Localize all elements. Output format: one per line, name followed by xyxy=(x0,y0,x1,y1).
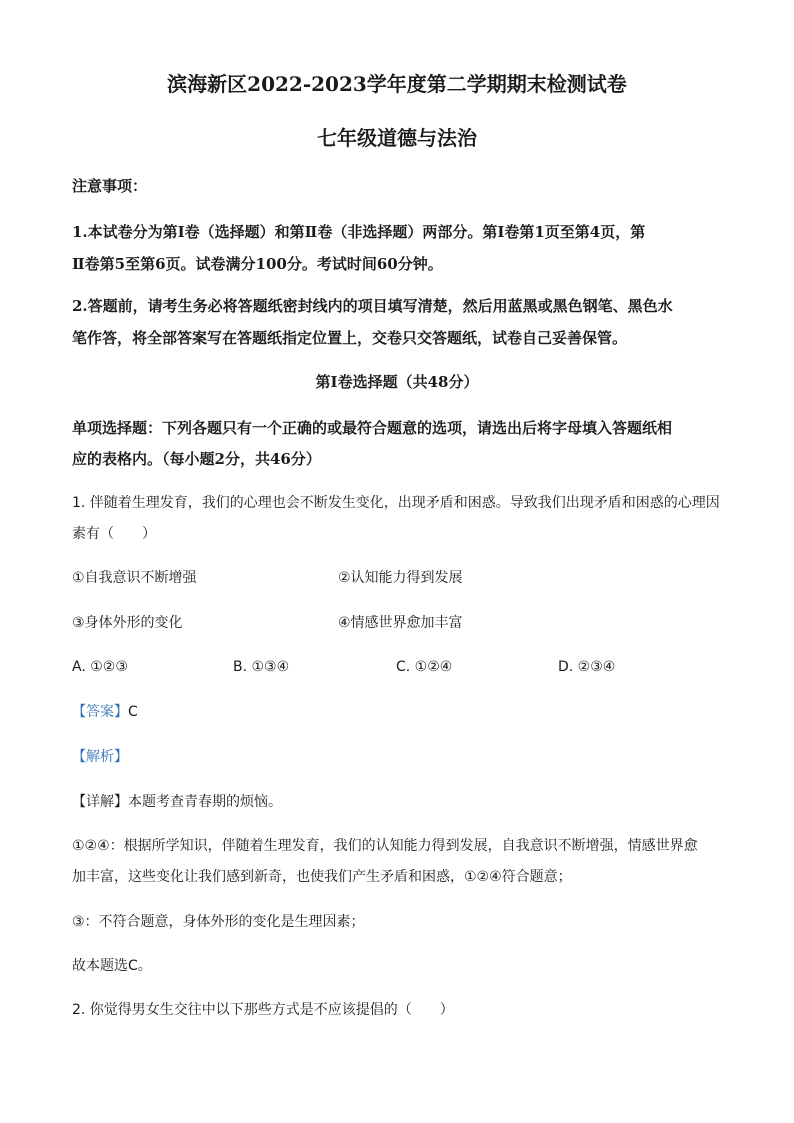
q1-detail-line-3: 加丰富，这些变化让我们感到新奇，也使我们产生矛盾和困惑，①②④符合题意； xyxy=(72,869,572,885)
notice-2-line-1: 2.答题前，请考生务必将答题纸密封线内的项目填写清楚，然后用蓝黑或黑色钢笔、黑色水 xyxy=(72,297,673,315)
q2-stem-line-1: 2. 你觉得男女生交往中以下那些方式是不应该提倡的（ ） xyxy=(72,1002,454,1018)
q1-detail-line-4: ③：不符合题意，身体外形的变化是生理因素； xyxy=(72,914,365,930)
exam-title: 滨海新区2022-2023学年度第二学期期末检测试卷 xyxy=(167,72,627,96)
q1-item-4: ④情感世界愈加丰富 xyxy=(338,615,463,631)
notice-2-line-2: 笔作答，将全部答案写在答题纸指定位置上，交卷只交答题纸，试卷自己妥善保管。 xyxy=(72,329,628,347)
q1-item-1: ①自我意识不断增强 xyxy=(72,570,197,586)
q1-option-b: B. ①③④ xyxy=(233,659,290,675)
q1-option-a: A. ①②③ xyxy=(72,659,128,675)
q1-option-c: C. ①②④ xyxy=(396,659,453,675)
q1-detail-line-5: 故本题选C。 xyxy=(72,958,152,974)
answer-value: C xyxy=(128,704,138,720)
instruction-line-2: 应的表格内。（每小题2分，共46分） xyxy=(72,450,321,468)
notice-1-line-2: Ⅱ卷第5至第6页。试卷满分100分。考试时间60分钟。 xyxy=(72,255,443,273)
q1-item-3: ③身体外形的变化 xyxy=(72,615,183,631)
instruction-line-1: 单项选择题：下列各题只有一个正确的或最符合题意的选项，请选出后将字母填入答题纸相 xyxy=(72,419,673,437)
section-title: 第Ⅰ卷选择题（共48分） xyxy=(315,373,479,391)
q1-detail-line-2: ①②④：根据所学知识，伴随着生理发育，我们的认知能力得到发展，自我意识不断增强，情感世界愈 xyxy=(72,838,698,854)
notice-heading: 注意事项： xyxy=(72,177,148,195)
exam-subtitle: 七年级道德与法治 xyxy=(317,126,477,150)
q1-item-2: ②认知能力得到发展 xyxy=(338,570,463,586)
q1-detail-line-1: 【详解】本题考查青春期的烦恼。 xyxy=(72,794,282,810)
analysis-tag: 【解析】 xyxy=(72,749,128,765)
q1-option-d: D. ②③④ xyxy=(558,659,616,675)
notice-1-line-1: 1.本试卷分为第Ⅰ卷（选择题）和第Ⅱ卷（非选择题）两部分。第Ⅰ卷第1页至第4页，第 xyxy=(72,223,646,241)
answer-tag: 【答案】 xyxy=(72,704,128,720)
q1-answer xyxy=(72,702,138,722)
q1-stem-line-2: 素有（ ） xyxy=(72,526,156,542)
q1-stem-line-1: 1. 伴随着生理发育，我们的心理也会不断发生变化，出现矛盾和困惑。导致我们出现矛盾和困惑的心理因 xyxy=(72,495,720,511)
